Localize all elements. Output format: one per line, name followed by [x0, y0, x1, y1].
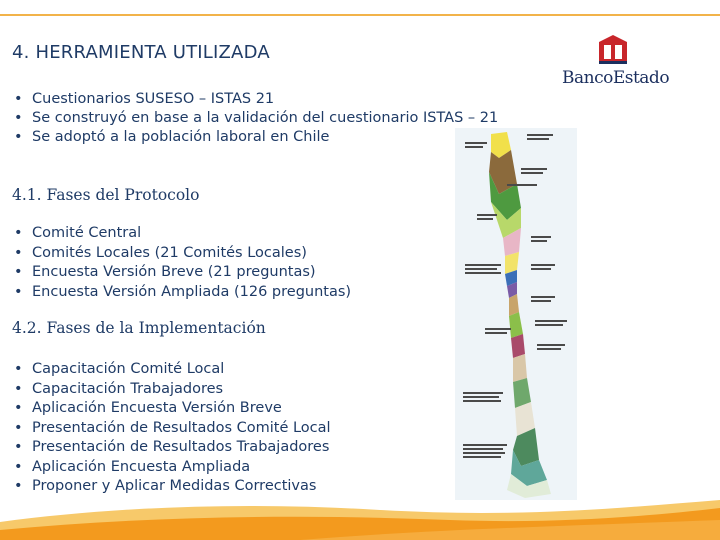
- list-item: • Se construyó en base a la validación del cuestionario ISTAS – 21: [12, 109, 498, 128]
- chile-regions-map: [455, 128, 577, 508]
- list-item: • Aplicación Encuesta Versión Breve: [12, 399, 331, 419]
- list-item: • Comités Locales (21 Comités Locales): [12, 244, 351, 264]
- page-title: 4. HERRAMIENTA UTILIZADA: [12, 42, 270, 63]
- section-heading-implementacion: 4.2. Fases de la Implementación: [12, 319, 266, 337]
- list-item: • Proponer y Aplicar Medidas Correctivas: [12, 477, 331, 497]
- list-item: • Comité Central: [12, 224, 351, 244]
- list-item: • Aplicación Encuesta Ampliada: [12, 458, 331, 478]
- logo-text: BancoEstado: [562, 68, 670, 88]
- intro-list: [12, 90, 498, 147]
- bancoestado-logo: [560, 28, 672, 96]
- list-item: • Se adoptó a la población laboral en Chile: [12, 128, 498, 147]
- top-rule: [0, 14, 720, 16]
- list-item: • Presentación de Resultados Comité Local: [12, 419, 331, 439]
- list-item: • Cuestionarios SUSESO – ISTAS 21: [12, 90, 498, 109]
- list-item: • Presentación de Resultados Trabajadores: [12, 438, 331, 458]
- protocol-phases-list: [12, 224, 351, 302]
- section-heading-protocolo: 4.1. Fases del Protocolo: [12, 186, 200, 204]
- list-item: • Capacitación Comité Local: [12, 360, 331, 380]
- list-item: • Encuesta Versión Breve (21 preguntas): [12, 263, 351, 283]
- list-item: • Encuesta Versión Ampliada (126 preguntas): [12, 283, 351, 303]
- bottom-decorative-band: [0, 500, 720, 540]
- implementation-phases-list: [12, 360, 331, 497]
- list-item: • Capacitación Trabajadores: [12, 380, 331, 400]
- bank-logo-icon: [596, 32, 630, 66]
